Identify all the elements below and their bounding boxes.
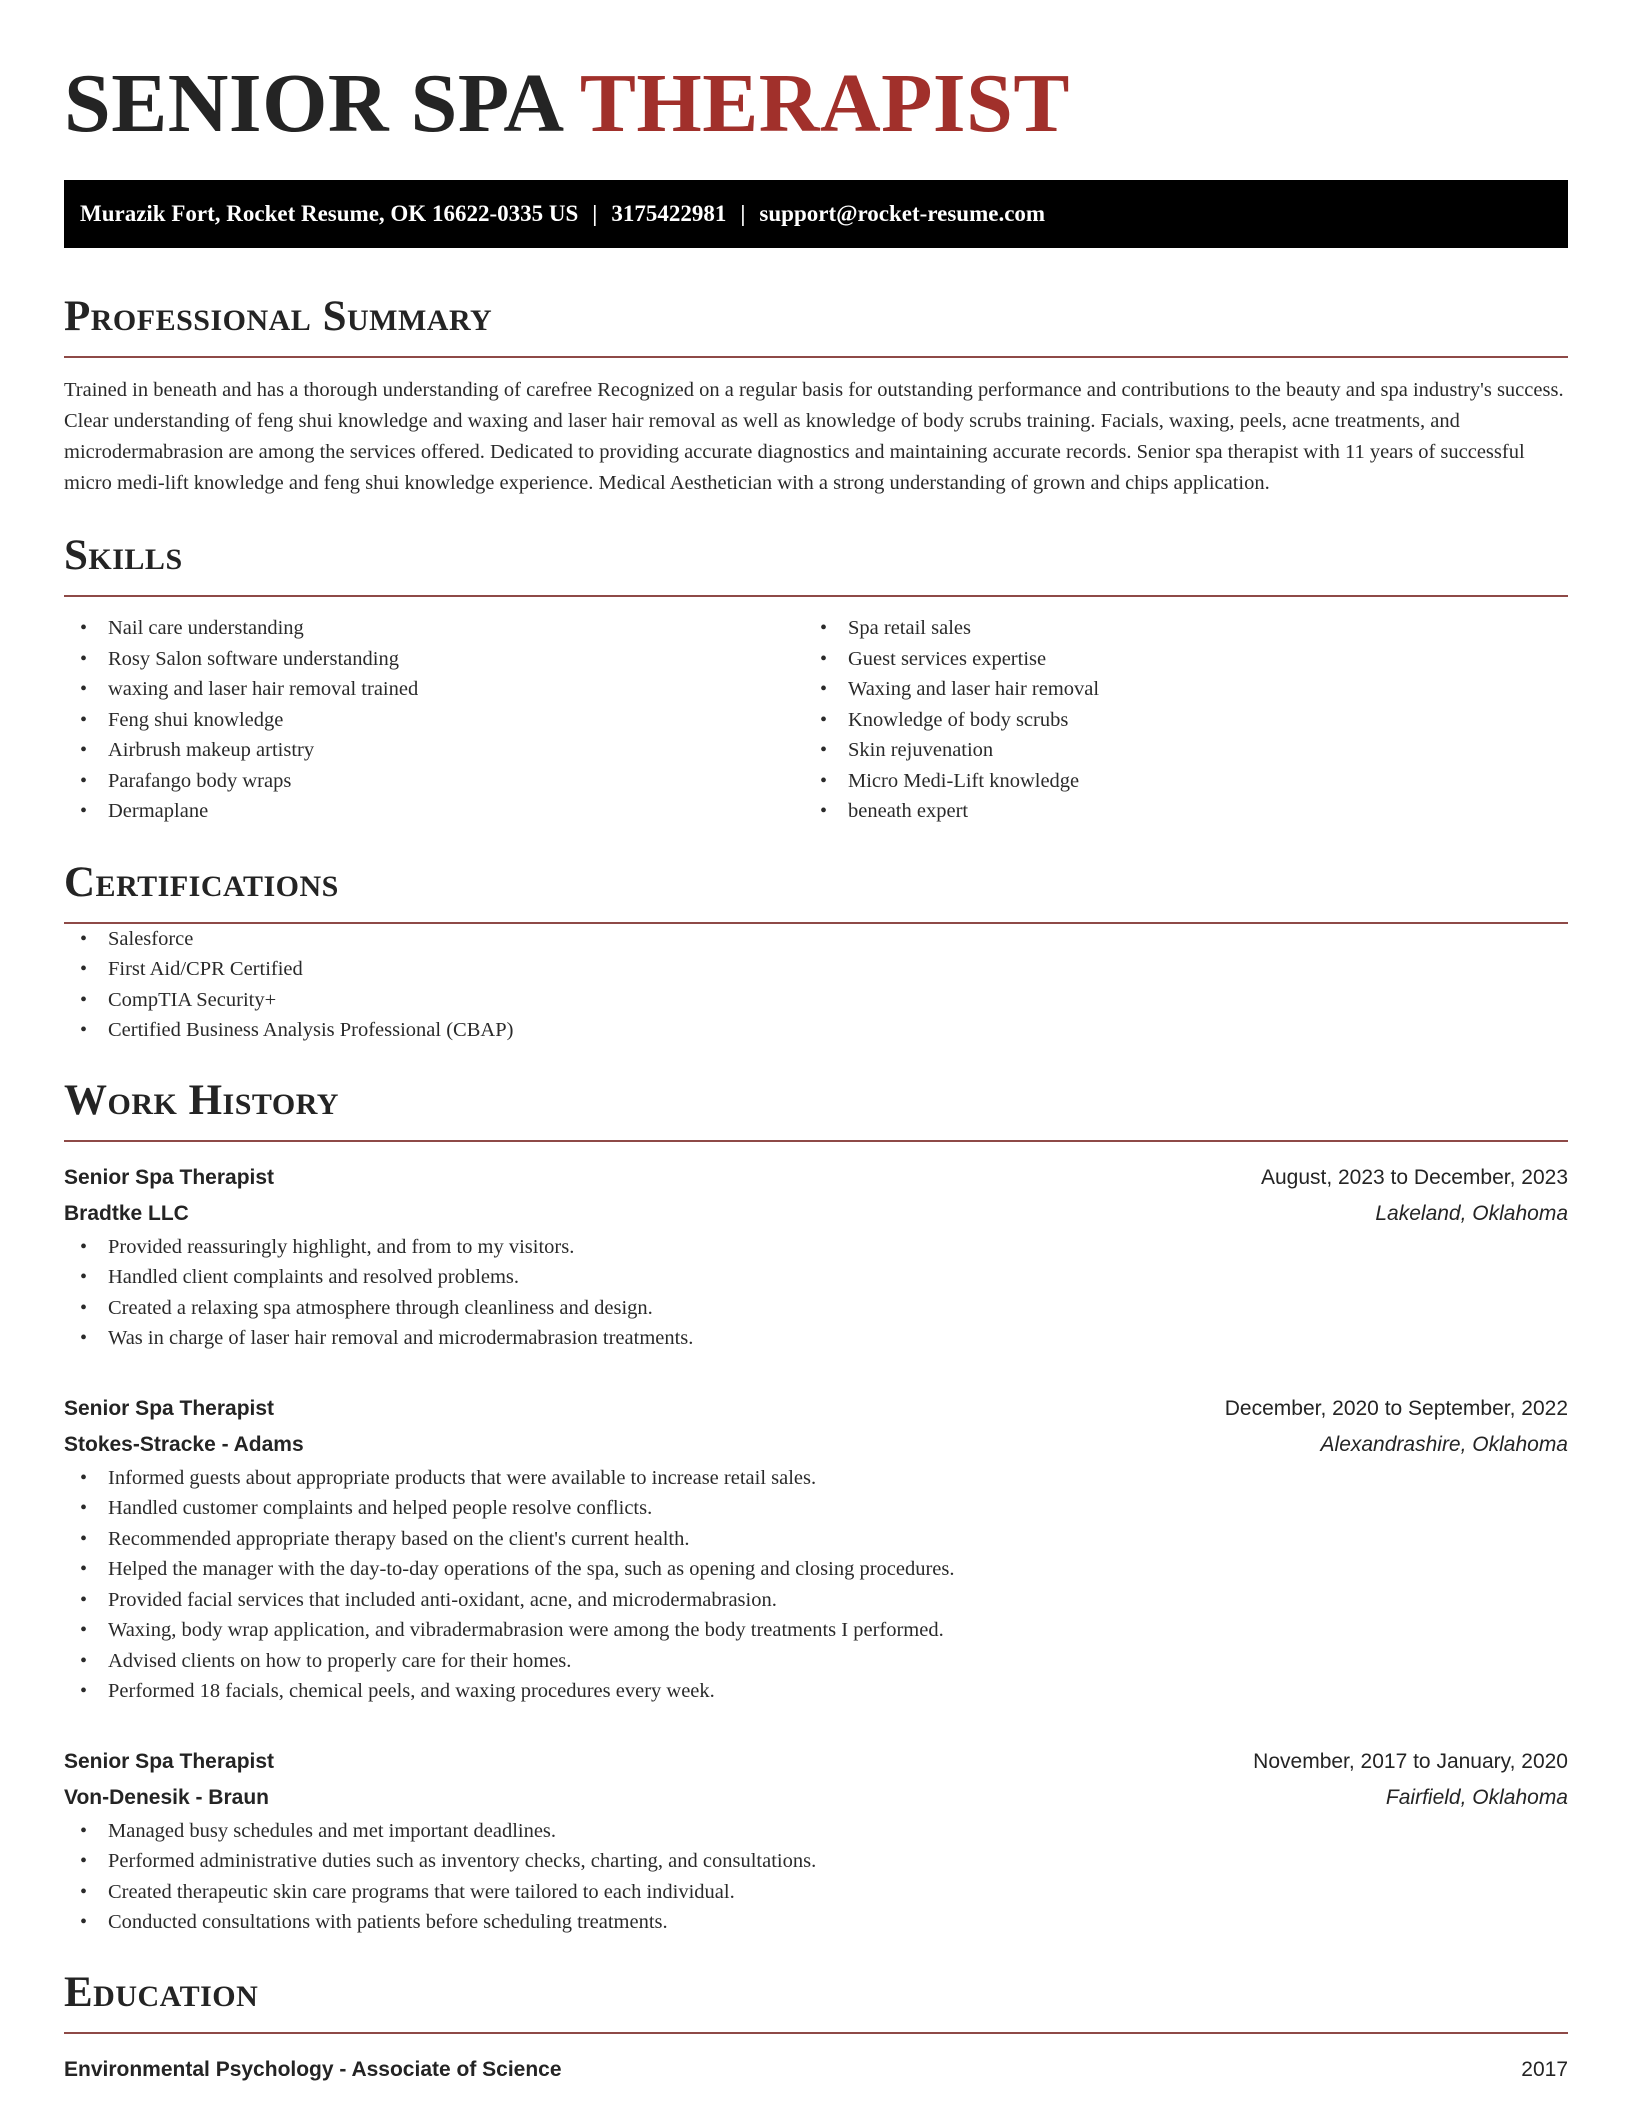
education-year: 2017 — [1521, 2057, 1568, 2081]
job-bullet: • Helped the manager with the day-to-day operations of the spa, such as opening and closing procedures. — [64, 1554, 1568, 1585]
skills-grid — [64, 613, 1568, 827]
summary-section — [64, 292, 1568, 499]
contact-address: Murazik Fort, Rocket Resume, OK 16622-0335 US — [80, 201, 579, 226]
certification-item: • First Aid/CPR Certified — [64, 954, 1568, 985]
skill-item: • Dermaplane — [64, 796, 804, 827]
job-location: Lakeland, Oklahoma — [1375, 1201, 1568, 1225]
job-company: Stokes-Stracke - Adams — [64, 1432, 304, 1456]
job-header-row — [64, 1744, 1568, 1780]
job-title: Senior Spa Therapist — [64, 1749, 275, 1773]
job-bullet: • Performed administrative duties such as inventory checks, charting, and consultations. — [64, 1846, 1568, 1877]
skill-item: • Feng shui knowledge — [64, 705, 804, 736]
job-entry — [64, 1391, 1568, 1707]
title-accent-part: THERAPIST — [579, 57, 1070, 150]
job-bullet: • Was in charge of laser hair removal and microdermabrasion treatments. — [64, 1323, 1568, 1354]
job-bullet: • Provided reassuringly highlight, and from to my visitors. — [64, 1232, 1568, 1263]
job-company: Bradtke LLC — [64, 1201, 189, 1225]
education-degree: Environmental Psychology - Associate of Science — [64, 2057, 562, 2081]
job-bullets — [64, 1463, 1568, 1707]
skill-item: • Spa retail sales — [804, 613, 1544, 644]
certification-item: • Salesforce — [64, 924, 1568, 955]
skill-item: • Knowledge of body scrubs — [804, 705, 1544, 736]
job-dates: November, 2017 to January, 2020 — [1253, 1749, 1568, 1773]
job-company-row — [64, 1780, 1568, 1816]
job-bullet: • Provided facial services that included anti-oxidant, acne, and microdermabrasion. — [64, 1585, 1568, 1616]
skills-section — [64, 531, 1568, 827]
summary-text: Trained in beneath and has a thorough understanding of carefree Recognized on a regular basis for outstanding performance and contributions to the beauty and spa industry's success. Clear understanding of feng shui knowledge and waxing and laser hair removal as well as knowledge of body scrubs training. Facials, waxing, peels, acne treatments, and microdermabrasion are among the services offered. Dedicated to providing accurate diagnostics and maintaining accurate records. Senior spa therapist with 11 years of successful micro medi-lift knowledge and feng shui knowledge experience. Medical Aesthetician with a strong understanding of grown and chips application. — [64, 379, 1564, 494]
job-entry — [64, 1160, 1568, 1354]
section-title-certifications: Certifications — [64, 858, 339, 906]
section-title-skills: Skills — [64, 532, 183, 579]
candidate-title — [64, 0, 1568, 152]
certifications-list — [64, 924, 1568, 1046]
skills-list-left — [64, 613, 804, 827]
contact-separator: | — [740, 201, 746, 226]
job-bullet: • Recommended appropriate therapy based on the client's current health. — [64, 1524, 1568, 1555]
skill-item: • waxing and laser hair removal trained — [64, 674, 804, 705]
education-section — [64, 1968, 1568, 2088]
job-dates: December, 2020 to September, 2022 — [1224, 1396, 1568, 1420]
job-company-row — [64, 1427, 1568, 1463]
section-divider — [64, 2032, 1568, 2034]
job-dates: August, 2023 to December, 2023 — [1260, 1165, 1568, 1189]
title-first-part: SENIOR SPA — [64, 57, 560, 150]
skill-item: • Waxing and laser hair removal — [804, 674, 1544, 705]
certification-item: • CompTIA Security+ — [64, 985, 1568, 1016]
job-header-row — [64, 1160, 1568, 1196]
job-title: Senior Spa Therapist — [64, 1165, 275, 1189]
job-company: Von-Denesik - Braun — [64, 1785, 269, 1809]
certifications-section — [64, 858, 1568, 1046]
skill-item: • Airbrush makeup artistry — [64, 735, 804, 766]
job-location: Alexandrashire, Oklahoma — [1320, 1432, 1568, 1456]
job-company-row — [64, 1196, 1568, 1232]
section-divider — [64, 356, 1568, 358]
job-bullet: • Handled client complaints and resolved problems. — [64, 1262, 1568, 1293]
certification-item: • Certified Business Analysis Professional (CBAP) — [64, 1015, 1568, 1046]
job-bullet: • Created a relaxing spa atmosphere through cleanliness and design. — [64, 1293, 1568, 1324]
job-bullet: • Created therapeutic skin care programs that were tailored to each individual. — [64, 1877, 1568, 1908]
skill-item: • Micro Medi-Lift knowledge — [804, 766, 1544, 797]
job-header-row — [64, 1391, 1568, 1427]
job-bullet: • Advised clients on how to properly care for their homes. — [64, 1646, 1568, 1677]
work-history-section — [64, 1076, 1568, 1938]
job-bullet: • Waxing, body wrap application, and vibradermabrasion were among the body treatments I performed. — [64, 1615, 1568, 1646]
job-bullet: • Conducted consultations with patients before scheduling treatments. — [64, 1907, 1568, 1938]
job-location: Fairfield, Oklahoma — [1385, 1785, 1568, 1809]
skill-item: • Nail care understanding — [64, 613, 804, 644]
section-title-work-history: Work History — [64, 1076, 339, 1124]
skills-list-right — [804, 613, 1544, 827]
skill-item: • Rosy Salon software understanding — [64, 644, 804, 675]
skill-item: • Guest services expertise — [804, 644, 1544, 675]
job-title: Senior Spa Therapist — [64, 1396, 275, 1420]
skill-item: • Parafango body wraps — [64, 766, 804, 797]
job-entry — [64, 1744, 1568, 1938]
section-divider — [64, 1140, 1568, 1142]
job-bullet: • Handled customer complaints and helped people resolve conflicts. — [64, 1493, 1568, 1524]
job-bullets — [64, 1816, 1568, 1938]
job-bullet: • Performed 18 facials, chemical peels, and waxing procedures every week. — [64, 1676, 1568, 1707]
section-divider — [64, 595, 1568, 597]
contact-separator: | — [592, 201, 598, 226]
job-bullet: • Managed busy schedules and met important deadlines. — [64, 1816, 1568, 1847]
skill-item: • beneath expert — [804, 796, 1544, 827]
section-title-education: Education — [64, 1968, 259, 2016]
contact-phone: 3175422981 — [611, 201, 727, 226]
contact-email: support@rocket-resume.com — [759, 201, 1046, 226]
education-entry — [64, 2052, 1568, 2088]
job-bullet: • Informed guests about appropriate products that were available to increase retail sales. — [64, 1463, 1568, 1494]
section-title-summary: Professional Summary — [64, 293, 493, 340]
contact-bar — [64, 180, 1568, 248]
skill-item: • Skin rejuvenation — [804, 735, 1544, 766]
job-bullets — [64, 1232, 1568, 1354]
